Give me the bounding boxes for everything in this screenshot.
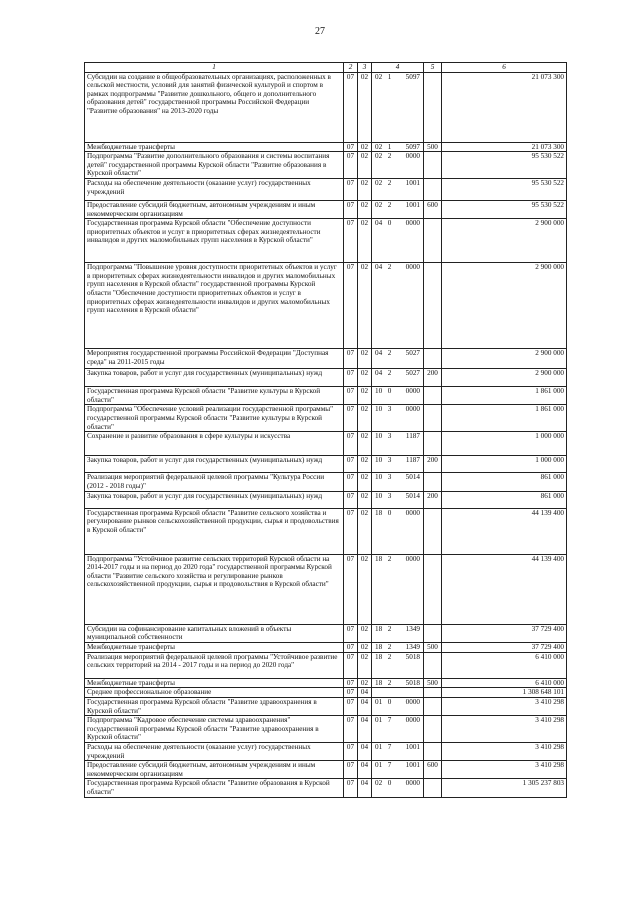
section-code: 07 — [344, 178, 358, 200]
target-article-part: 0 — [387, 779, 392, 788]
amount: 21 073 300 — [442, 72, 567, 142]
column-number: 3 — [358, 63, 372, 73]
table-row — [85, 743, 567, 761]
subsection-code: 02 — [358, 72, 372, 142]
table-row — [85, 491, 567, 508]
target-article-part: 02 — [375, 72, 383, 81]
expense-type-code — [424, 697, 442, 715]
subsection-code: 02 — [358, 263, 372, 349]
table-row — [85, 219, 567, 263]
expense-type-code — [424, 178, 442, 200]
expense-type-code: 500 — [424, 642, 442, 652]
amount: 1 308 648 101 — [442, 688, 567, 698]
budget-table — [84, 62, 567, 798]
table-row — [85, 761, 567, 779]
target-article-part: 3 — [387, 405, 392, 414]
target-article-part: 01 — [375, 761, 383, 770]
expense-type-code — [424, 688, 442, 698]
expense-type-code: 600 — [424, 761, 442, 779]
target-article-part: 0000 — [405, 387, 420, 396]
table-row — [85, 624, 567, 642]
target-article-part: 10 — [375, 491, 383, 500]
amount: 44 139 400 — [442, 554, 567, 624]
amount: 21 073 300 — [442, 142, 567, 152]
column-number: 6 — [442, 63, 567, 73]
subsection-code: 02 — [358, 456, 372, 473]
target-article-part: 0000 — [405, 554, 420, 563]
target-article-part: 2 — [387, 624, 392, 633]
target-article-part: 5018 — [405, 652, 420, 661]
row-name: Межбюджетные трансферты — [85, 142, 344, 152]
target-article-code — [372, 369, 424, 387]
expense-type-code — [424, 624, 442, 642]
table-row — [85, 456, 567, 473]
target-article-part: 0000 — [405, 219, 420, 228]
target-article-part: 0 — [387, 508, 392, 517]
target-article-part: 02 — [375, 200, 383, 209]
target-article-code — [372, 142, 424, 152]
target-article-code — [372, 405, 424, 432]
subsection-code: 02 — [358, 508, 372, 554]
amount: 2 900 000 — [442, 369, 567, 387]
amount: 95 530 522 — [442, 178, 567, 200]
expense-type-code — [424, 349, 442, 369]
section-code: 07 — [344, 219, 358, 263]
amount: 1 305 237 803 — [442, 779, 567, 797]
expense-type-code: 600 — [424, 200, 442, 218]
section-code: 07 — [344, 652, 358, 678]
target-article-part: 3 — [387, 473, 392, 482]
section-code: 07 — [344, 473, 358, 491]
target-article-part: 18 — [375, 554, 383, 563]
section-code: 07 — [344, 432, 358, 456]
target-article-part: 1001 — [405, 743, 420, 752]
target-article-part: 04 — [375, 369, 383, 378]
target-article-part: 2 — [387, 178, 392, 187]
row-name: Межбюджетные трансферты — [85, 678, 344, 688]
column-number: 4 — [372, 63, 424, 73]
row-name: Закупка товаров, работ и услуг для государственных (муниципальных) нужд — [85, 456, 344, 473]
target-article-part: 02 — [375, 152, 383, 161]
row-name: Подпрограмма "Повышение уровня доступности приоритетных объектов и услуг в приоритетных сферах жизнедеятельности инвалидов и других маломобильных групп населения в Курской области" государственной программы Курской области "Обеспечение доступности приоритетных объектов и услуг в приоритетных сферах жизнедеятельности инвалидов и других маломобильных групп населения в Курской области" — [85, 263, 344, 349]
target-article-part: 5018 — [405, 678, 420, 687]
section-code: 07 — [344, 387, 358, 405]
section-code: 07 — [344, 152, 358, 179]
target-article-part: 1 — [387, 142, 392, 151]
expense-type-code — [424, 152, 442, 179]
row-name: Подпрограмма "Развитие дополнительного образования и системы воспитания детей" государственной программы Курской области "Развитие образования в Курской области" — [85, 152, 344, 179]
target-article-part: 1349 — [405, 642, 420, 651]
expense-type-code: 200 — [424, 456, 442, 473]
target-article-part: 18 — [375, 624, 383, 633]
table-row — [85, 387, 567, 405]
target-article-part: 10 — [375, 432, 383, 441]
target-article-part: 10 — [375, 456, 383, 465]
expense-type-code: 200 — [424, 369, 442, 387]
target-article-part: 2 — [387, 642, 392, 651]
section-code: 07 — [344, 688, 358, 698]
amount: 1 861 000 — [442, 405, 567, 432]
amount: 2 900 000 — [442, 263, 567, 349]
amount: 861 000 — [442, 491, 567, 508]
expense-type-code — [424, 405, 442, 432]
target-article-part: 18 — [375, 508, 383, 517]
target-article-code — [372, 178, 424, 200]
section-code: 07 — [344, 491, 358, 508]
expense-type-code — [424, 219, 442, 263]
table-row — [85, 263, 567, 349]
section-code: 07 — [344, 405, 358, 432]
target-article-part: 01 — [375, 743, 383, 752]
target-article-part: 01 — [375, 697, 383, 706]
target-article-code — [372, 779, 424, 797]
section-code: 07 — [344, 349, 358, 369]
subsection-code: 04 — [358, 688, 372, 698]
subsection-code: 02 — [358, 405, 372, 432]
target-article-part: 0 — [387, 387, 392, 396]
amount: 95 530 522 — [442, 200, 567, 218]
subsection-code: 02 — [358, 178, 372, 200]
table-row — [85, 508, 567, 554]
section-code: 07 — [344, 142, 358, 152]
subsection-code: 04 — [358, 779, 372, 797]
target-article-code — [372, 678, 424, 688]
target-article-part: 5097 — [405, 72, 420, 81]
target-article-part: 1001 — [405, 761, 420, 770]
target-article-code — [372, 72, 424, 142]
target-article-part: 0000 — [405, 779, 420, 788]
table-row — [85, 779, 567, 797]
expense-type-code — [424, 716, 442, 743]
target-article-part: 3 — [387, 432, 392, 441]
subsection-code: 04 — [358, 716, 372, 743]
target-article-code — [372, 432, 424, 456]
subsection-code: 02 — [358, 652, 372, 678]
amount: 1 000 000 — [442, 456, 567, 473]
row-name: Закупка товаров, работ и услуг для государственных (муниципальных) нужд — [85, 369, 344, 387]
column-number: 5 — [424, 63, 442, 73]
target-article-part: 04 — [375, 349, 383, 358]
target-article-code — [372, 473, 424, 491]
target-article-part: 0000 — [405, 508, 420, 517]
target-article-part: 10 — [375, 387, 383, 396]
target-article-code — [372, 349, 424, 369]
page-number: 27 — [315, 26, 325, 37]
target-article-part: 5014 — [405, 473, 420, 482]
target-article-part: 01 — [375, 716, 383, 725]
table-row — [85, 369, 567, 387]
row-name: Государственная программа Курской области "Развитие сельского хозяйства и регулирование рынков сельскохозяйственной продукции, сырья и продовольствия в Курской области" — [85, 508, 344, 554]
target-article-part: 3 — [387, 456, 392, 465]
target-article-part: 04 — [375, 219, 383, 228]
target-article-code — [372, 152, 424, 179]
target-article-part: 2 — [387, 263, 392, 272]
target-article-part: 1349 — [405, 624, 420, 633]
expense-type-code — [424, 432, 442, 456]
section-code: 07 — [344, 642, 358, 652]
row-name: Расходы на обеспечение деятельности (оказание услуг) государственных учреждений — [85, 743, 344, 761]
subsection-code: 02 — [358, 200, 372, 218]
section-code: 07 — [344, 779, 358, 797]
target-article-part: 2 — [387, 152, 392, 161]
row-name: Государственная программа Курской области "Обеспечение доступности приоритетных объектов и услуг в приоритетных сферах жизнедеятельности инвалидов и других маломобильных групп населения в Курской области" — [85, 219, 344, 263]
expense-type-code — [424, 473, 442, 491]
target-article-part: 1187 — [405, 456, 420, 465]
target-article-code — [372, 743, 424, 761]
row-name: Закупка товаров, работ и услуг для государственных (муниципальных) нужд — [85, 491, 344, 508]
subsection-code: 02 — [358, 473, 372, 491]
expense-type-code — [424, 779, 442, 797]
subsection-code: 04 — [358, 743, 372, 761]
target-article-code — [372, 491, 424, 508]
subsection-code: 02 — [358, 369, 372, 387]
target-article-part: 3 — [387, 491, 392, 500]
row-name: Подпрограмма "Обеспечение условий реализации государственной программы" государственной программы Курской области "Развитие культуры в Курской области" — [85, 405, 344, 432]
table-body — [85, 72, 567, 797]
column-number: 1 — [85, 63, 344, 73]
table-row — [85, 697, 567, 715]
target-article-part: 1001 — [405, 200, 420, 209]
target-article-part: 2 — [387, 349, 392, 358]
expense-type-code: 200 — [424, 491, 442, 508]
row-name: Мероприятия государственной программы Российской Федерации "Доступная среда" на 2011-2015 годы — [85, 349, 344, 369]
table-row — [85, 200, 567, 218]
target-article-part: 5027 — [405, 369, 420, 378]
target-article-part: 04 — [375, 263, 383, 272]
target-article-code — [372, 456, 424, 473]
subsection-code: 02 — [358, 152, 372, 179]
expense-type-code — [424, 387, 442, 405]
row-name: Государственная программа Курской области "Развитие здравоохранения в Курской области" — [85, 697, 344, 715]
section-code: 07 — [344, 72, 358, 142]
target-article-part: 02 — [375, 779, 383, 788]
section-code: 07 — [344, 624, 358, 642]
table-row — [85, 178, 567, 200]
section-code: 07 — [344, 200, 358, 218]
subsection-code: 02 — [358, 678, 372, 688]
target-article-part: 5097 — [405, 142, 420, 151]
target-article-part: 5027 — [405, 349, 420, 358]
target-article-part: 2 — [387, 200, 392, 209]
section-code: 07 — [344, 716, 358, 743]
subsection-code: 02 — [358, 432, 372, 456]
table-row — [85, 678, 567, 688]
target-article-code — [372, 642, 424, 652]
target-article-part: 5014 — [405, 491, 420, 500]
section-code: 07 — [344, 761, 358, 779]
target-article-part: 0 — [387, 697, 392, 706]
section-code: 07 — [344, 554, 358, 624]
subsection-code: 04 — [358, 761, 372, 779]
target-article-part: 0000 — [405, 716, 420, 725]
table-row — [85, 642, 567, 652]
subsection-code: 02 — [358, 219, 372, 263]
target-article-part: 1187 — [405, 432, 420, 441]
expense-type-code — [424, 652, 442, 678]
expense-type-code — [424, 72, 442, 142]
table-row — [85, 554, 567, 624]
expense-type-code: 500 — [424, 142, 442, 152]
target-article-part: 0000 — [405, 697, 420, 706]
target-article-code — [372, 761, 424, 779]
amount: 2 900 000 — [442, 219, 567, 263]
row-name: Межбюджетные трансферты — [85, 642, 344, 652]
target-article-part: 1 — [387, 72, 392, 81]
amount: 2 900 000 — [442, 349, 567, 369]
target-article-part: 02 — [375, 142, 383, 151]
target-article-code — [372, 554, 424, 624]
table-row — [85, 652, 567, 678]
amount: 1 861 000 — [442, 387, 567, 405]
row-name: Субсидии на создание в общеобразовательных организациях, расположенных в сельской местности, условий для занятий физической культурой и спортом в рамках подпрограммы "Развитие дошкольного, общего и дополнительного образования детей" государственной программы Российской Федерации "Развитие образования" на 2013-2020 годы — [85, 72, 344, 142]
target-article-part: 0000 — [405, 263, 420, 272]
target-article-code — [372, 219, 424, 263]
section-code: 07 — [344, 697, 358, 715]
subsection-code: 02 — [358, 624, 372, 642]
table-row — [85, 432, 567, 456]
row-name: Подпрограмма "Кадровое обеспечение системы здравоохранения" государственной программы Курской области "Развитие здравоохранения в Курской области" — [85, 716, 344, 743]
subsection-code: 02 — [358, 554, 372, 624]
subsection-code: 02 — [358, 642, 372, 652]
row-name: Подпрограмма "Устойчивое развитие сельских территорий Курской области на 2014-2017 годы и на период до 2020 года" государственной программы Курской области "Развитие сельского хозяйства и регулирование рынков сельскохозяйственной продукции, сырья и продовольствия в Курской области" — [85, 554, 344, 624]
target-article-part: 1001 — [405, 178, 420, 187]
table-row — [85, 688, 567, 698]
amount: 37 729 400 — [442, 642, 567, 652]
amount: 6 410 000 — [442, 678, 567, 688]
amount: 37 729 400 — [442, 624, 567, 642]
expense-type-code — [424, 508, 442, 554]
target-article-part: 7 — [387, 716, 392, 725]
target-article-code — [372, 716, 424, 743]
row-name: Реализация мероприятий федеральной целевой программы "Устойчивое развитие сельских территорий на 2014 - 2017 годы и на период до 2020 года" — [85, 652, 344, 678]
section-code: 07 — [344, 263, 358, 349]
target-article-code — [372, 652, 424, 678]
target-article-code — [372, 200, 424, 218]
target-article-part: 2 — [387, 369, 392, 378]
target-article-code — [372, 624, 424, 642]
section-code: 07 — [344, 508, 358, 554]
amount: 3 410 298 — [442, 761, 567, 779]
target-article-part: 2 — [387, 652, 392, 661]
subsection-code: 02 — [358, 387, 372, 405]
row-name: Среднее профессиональное образование — [85, 688, 344, 698]
table-row — [85, 473, 567, 491]
amount: 3 410 298 — [442, 743, 567, 761]
section-code: 07 — [344, 456, 358, 473]
row-name: Государственная программа Курской области "Развитие образования в Курской области" — [85, 779, 344, 797]
subsection-code: 04 — [358, 697, 372, 715]
target-article-part: 0 — [387, 219, 392, 228]
amount: 95 530 522 — [442, 152, 567, 179]
amount: 3 410 298 — [442, 697, 567, 715]
subsection-code: 02 — [358, 491, 372, 508]
expense-type-code — [424, 263, 442, 349]
table-row — [85, 716, 567, 743]
target-article-part: 02 — [375, 178, 383, 187]
target-article-code — [372, 688, 424, 698]
target-article-part: 2 — [387, 678, 392, 687]
target-article-part: 10 — [375, 473, 383, 482]
target-article-part: 18 — [375, 642, 383, 651]
row-name: Расходы на обеспечение деятельности (оказание услуг) государственных учреждений — [85, 178, 344, 200]
row-name: Реализация мероприятий федеральной целевой программы "Культура России (2012 - 2018 годы)" — [85, 473, 344, 491]
target-article-part: 7 — [387, 761, 392, 770]
target-article-code — [372, 697, 424, 715]
target-article-part: 18 — [375, 652, 383, 661]
amount: 3 410 298 — [442, 716, 567, 743]
target-article-code — [372, 387, 424, 405]
subsection-code: 02 — [358, 142, 372, 152]
expense-type-code — [424, 554, 442, 624]
target-article-part: 10 — [375, 405, 383, 414]
table-row — [85, 72, 567, 142]
amount: 1 000 000 — [442, 432, 567, 456]
target-article-code — [372, 263, 424, 349]
target-article-part: 7 — [387, 743, 392, 752]
target-article-part: 2 — [387, 554, 392, 563]
column-number: 2 — [344, 63, 358, 73]
target-article-part: 0000 — [405, 405, 420, 414]
row-name: Субсидии на софинансирование капитальных вложений в объекты муниципальной собственности — [85, 624, 344, 642]
expense-type-code: 500 — [424, 678, 442, 688]
expense-type-code — [424, 743, 442, 761]
amount: 6 410 000 — [442, 652, 567, 678]
table-row — [85, 349, 567, 369]
row-name: Предоставление субсидий бюджетным, автономным учреждениям и иным некоммерческим организациям — [85, 200, 344, 218]
table-row — [85, 152, 567, 179]
column-number-row — [85, 63, 567, 73]
amount: 44 139 400 — [442, 508, 567, 554]
target-article-code — [372, 508, 424, 554]
target-article-part: 0000 — [405, 152, 420, 161]
row-name: Сохранение и развитие образования в сфере культуры и искусства — [85, 432, 344, 456]
target-article-part: 18 — [375, 678, 383, 687]
table-row — [85, 142, 567, 152]
section-code: 07 — [344, 369, 358, 387]
section-code: 07 — [344, 678, 358, 688]
row-name: Государственная программа Курской области "Развитие культуры в Курской области" — [85, 387, 344, 405]
row-name: Предоставление субсидий бюджетным, автономным учреждениям и иным некоммерческим организациям — [85, 761, 344, 779]
section-code: 07 — [344, 743, 358, 761]
subsection-code: 02 — [358, 349, 372, 369]
amount: 861 000 — [442, 473, 567, 491]
table-row — [85, 405, 567, 432]
